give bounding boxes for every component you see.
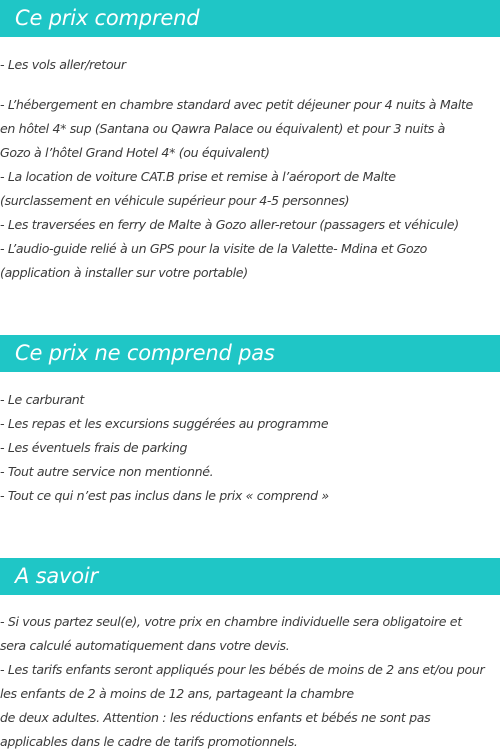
section-header-good-to-know	[0, 558, 500, 595]
not-included-list	[0, 388, 500, 508]
list-line: sera calculé automatiquement dans votre devis.	[0, 638, 290, 653]
list-line: en hôtel 4* sup (Santana ou Qawra Palace ou équivalent) et pour 3 nuits à	[0, 121, 446, 136]
list-line: - Les traversées en ferry de Malte à Gozo aller-retour (passagers et véhicule)	[0, 217, 459, 232]
section-title: A savoir	[15, 564, 98, 588]
list-line: - Tout autre service non mentionné.	[0, 464, 214, 479]
section-title: Ce prix ne comprend pas	[15, 341, 275, 365]
list-line: - L’audio-guide relié à un GPS pour la visite de la Valette- Mdina et Gozo	[0, 241, 428, 256]
list-line: - Les repas et les excursions suggérées au programme	[0, 416, 329, 431]
section-header-not-included	[0, 335, 500, 372]
list-line: applicables dans le cadre de tarifs promotionnels.	[0, 734, 298, 749]
section-title: Ce prix comprend	[15, 6, 200, 30]
list-line: - Tout ce qui n’est pas inclus dans le prix « comprend »	[0, 488, 329, 503]
good-to-know-list	[0, 610, 500, 754]
list-line: les enfants de 2 à moins de 12 ans, partageant la chambre	[0, 686, 354, 701]
included-intro	[0, 53, 500, 77]
list-line: Gozo à l’hôtel Grand Hotel 4* (ou équivalent)	[0, 145, 270, 160]
list-line: de deux adultes. Attention : les réductions enfants et bébés ne sont pas	[0, 710, 431, 725]
list-line: (application à installer sur votre portable)	[0, 265, 248, 280]
list-line: (surclassement en véhicule supérieur pour 4-5 personnes)	[0, 193, 350, 208]
list-line: - L’hébergement en chambre standard avec petit déjeuner pour 4 nuits à Malte	[0, 97, 473, 112]
list-line: - Le carburant	[0, 392, 85, 407]
list-item: - Les vols aller/retour	[0, 57, 126, 72]
list-line: - Si vous partez seul(e), votre prix en chambre individuelle sera obligatoire et	[0, 614, 462, 629]
section-header-included	[0, 0, 500, 37]
list-line: - La location de voiture CAT.B prise et remise à l’aéroport de Malte	[0, 169, 396, 184]
list-line: - Les tarifs enfants seront appliqués pour les bébés de moins de 2 ans et/ou pour	[0, 662, 485, 677]
included-list	[0, 93, 500, 285]
list-line: - Les éventuels frais de parking	[0, 440, 188, 455]
